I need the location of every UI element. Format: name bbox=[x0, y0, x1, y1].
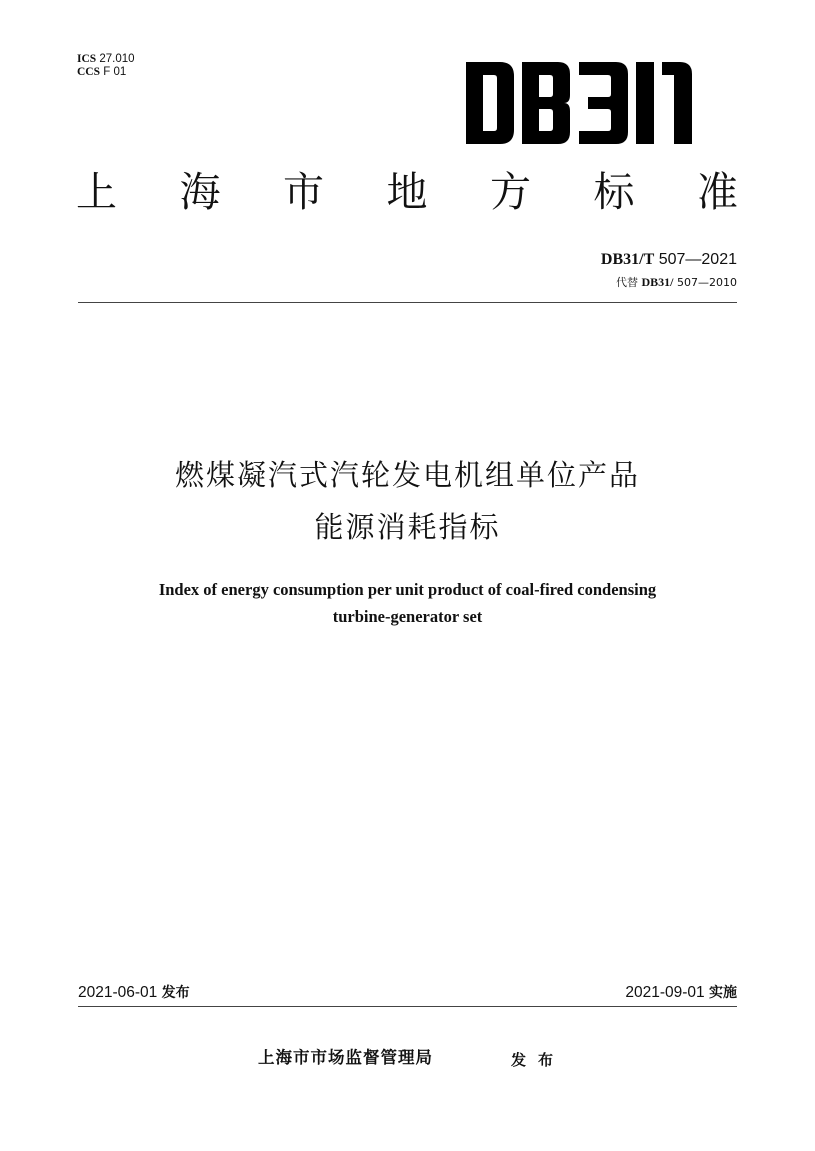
title-en-line2: turbine-generator set bbox=[332, 607, 483, 626]
publish-label: 发布 bbox=[161, 985, 190, 1001]
ics-label: ICS bbox=[77, 53, 97, 65]
title-cn-line2: 能源消耗指标 bbox=[314, 510, 501, 544]
standard-type-char: 地 bbox=[386, 168, 428, 216]
standard-type-char: 上 bbox=[76, 168, 117, 216]
logo-letter-d bbox=[466, 62, 514, 144]
standard-type-char: 准 bbox=[697, 168, 738, 216]
standard-number-value: 507—2021 bbox=[658, 251, 737, 268]
standard-type-char: 市 bbox=[283, 168, 324, 216]
issuer-name: 上海市市场监督管理局 bbox=[258, 1048, 433, 1067]
publish-date-value: 2021-06-01 bbox=[78, 984, 158, 1001]
title-en-line1: Index of energy consumption per unit product of coal-fired condensing bbox=[158, 580, 657, 599]
ics-code: 27.010 bbox=[99, 53, 135, 65]
replaces-prefix: DB31/ bbox=[641, 275, 674, 289]
logo-digit-3 bbox=[579, 62, 628, 144]
ccs-code: F 01 bbox=[103, 66, 127, 78]
implement-date-value: 2021-09-01 bbox=[625, 984, 705, 1001]
standard-type-title bbox=[76, 166, 738, 218]
publish-date bbox=[78, 983, 190, 1003]
header-divider bbox=[78, 302, 737, 303]
replaces-label: 代替 bbox=[615, 276, 638, 289]
ccs-line bbox=[77, 66, 135, 79]
logo-digit-1b bbox=[662, 62, 692, 144]
implement-date bbox=[625, 983, 737, 1003]
title-cn-line1: 燃煤凝汽式汽轮发电机组单位产品 bbox=[174, 458, 640, 492]
db31-logo bbox=[466, 62, 692, 144]
standard-type-char: 方 bbox=[490, 168, 531, 216]
footer-divider bbox=[78, 1006, 737, 1007]
standard-number-prefix: DB31/T bbox=[600, 251, 655, 268]
logo-letter-b bbox=[522, 62, 570, 144]
issuer-action: 发布 bbox=[511, 1051, 566, 1069]
logo-digit-1 bbox=[636, 62, 654, 144]
ics-line bbox=[77, 53, 135, 66]
standard-type-char: 海 bbox=[179, 168, 221, 216]
implement-label: 实施 bbox=[709, 985, 737, 1001]
replaces-number: 507—2010 bbox=[677, 276, 737, 289]
standard-number bbox=[601, 250, 737, 270]
classification-codes bbox=[77, 53, 135, 79]
replaces-line bbox=[616, 275, 737, 290]
standard-type-char: 标 bbox=[593, 168, 635, 216]
ccs-label: CCS bbox=[77, 66, 101, 78]
